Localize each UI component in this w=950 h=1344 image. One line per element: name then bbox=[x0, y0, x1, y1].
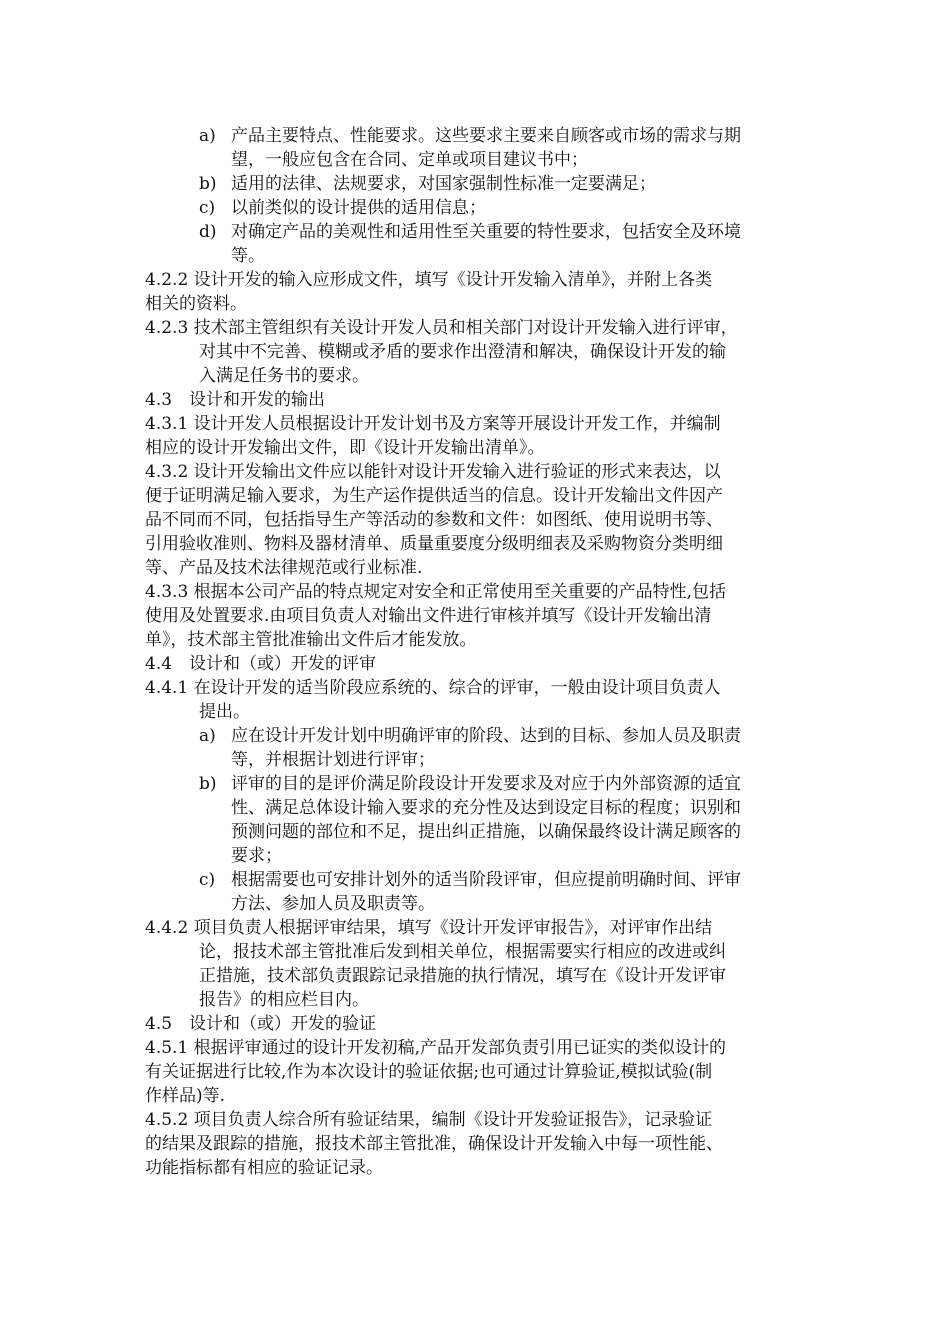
paragraph bbox=[145, 460, 813, 580]
text-line bbox=[145, 1060, 813, 1084]
list-item bbox=[145, 220, 813, 268]
text-line bbox=[145, 508, 813, 532]
text-line bbox=[145, 364, 813, 388]
text-line bbox=[145, 844, 813, 868]
line-text: 4.5 设计和（或）开发的验证 bbox=[145, 1014, 377, 1034]
text-line bbox=[145, 532, 813, 556]
line-text: 正措施，技术部负责跟踪记录措施的执行情况，填写在《设计开发评审 bbox=[199, 966, 726, 986]
line-text: 功能指标都有相应的验证记录。 bbox=[145, 1158, 383, 1178]
line-text: 4.5.2 项目负责人综合所有验证结果，编制《设计开发验证报告》，记录验证 bbox=[145, 1110, 713, 1130]
text-line bbox=[145, 892, 813, 916]
line-text: 4.3.3 根据本公司产品的特点规定对安全和正常使用至关重要的产品特性,包括 bbox=[145, 582, 727, 602]
line-text: 对确定产品的美观性和适用性至关重要的特性要求，包括安全及环境 bbox=[231, 222, 741, 242]
paragraph bbox=[145, 916, 813, 1012]
text-line bbox=[145, 340, 813, 364]
paragraph bbox=[145, 268, 813, 316]
document-body bbox=[145, 124, 813, 1180]
line-text: 预测问题的部位和不足，提出纠正措施，以确保最终设计满足顾客的 bbox=[231, 822, 741, 842]
list-item bbox=[145, 172, 813, 196]
line-text: 作样品)等. bbox=[145, 1086, 226, 1106]
line-text: 4.3 设计和开发的输出 bbox=[145, 390, 326, 410]
text-line bbox=[145, 988, 813, 1012]
text-line bbox=[145, 916, 813, 940]
text-line bbox=[145, 700, 813, 724]
text-line bbox=[145, 220, 813, 244]
list-marker: a) bbox=[199, 726, 216, 746]
text-line bbox=[145, 628, 813, 652]
line-text: 4.2.3 技术部主管组织有关设计开发人员和相关部门对设计开发输入进行评审， bbox=[145, 318, 738, 338]
line-text: 4.3.2 设计开发输出文件应以能针对设计开发输入进行验证的形式来表达，以 bbox=[145, 462, 721, 482]
list-marker: b) bbox=[199, 774, 217, 794]
text-line bbox=[145, 436, 813, 460]
line-text: 望，一般应包含在合同、定单或项目建议书中； bbox=[231, 150, 588, 170]
line-text: 使用及处置要求.由项目负责人对输出文件进行审核并填写《设计开发输出清 bbox=[145, 606, 712, 626]
line-text: 品不同而不同，包括指导生产等活动的参数和文件：如图纸、使用说明书等、 bbox=[145, 510, 723, 530]
text-line bbox=[145, 748, 813, 772]
paragraph bbox=[145, 1036, 813, 1108]
line-text: 便于证明满足输入要求，为生产运作提供适当的信息。设计开发输出文件因产 bbox=[145, 486, 723, 506]
paragraph bbox=[145, 412, 813, 460]
paragraph bbox=[145, 1108, 813, 1180]
paragraph bbox=[145, 652, 813, 676]
text-line bbox=[145, 868, 813, 892]
line-text: 4.3.1 设计开发人员根据设计开发计划书及方案等开展设计开发工作，并编制 bbox=[145, 414, 721, 434]
text-line bbox=[145, 268, 813, 292]
text-line bbox=[145, 796, 813, 820]
text-line bbox=[145, 1036, 813, 1060]
text-line bbox=[145, 1156, 813, 1180]
list-item bbox=[145, 124, 813, 172]
paragraph bbox=[145, 388, 813, 412]
line-text: 4.4 设计和（或）开发的评审 bbox=[145, 654, 377, 674]
line-text: 入满足任务书的要求。 bbox=[199, 366, 369, 386]
text-line bbox=[145, 652, 813, 676]
line-text: 4.4.2 项目负责人根据评审结果，填写《设计开发评审报告》，对评审作出结 bbox=[145, 918, 713, 938]
list-item bbox=[145, 724, 813, 772]
line-text: 等、产品及技术法律规范或行业标准. bbox=[145, 558, 423, 578]
text-line bbox=[145, 556, 813, 580]
text-line bbox=[145, 172, 813, 196]
paragraph bbox=[145, 580, 813, 652]
line-text: 单》，技术部主管批准输出文件后才能发放。 bbox=[145, 630, 477, 650]
line-text: 提出。 bbox=[199, 702, 250, 722]
list-marker: c) bbox=[199, 198, 216, 218]
text-line bbox=[145, 1108, 813, 1132]
line-text: 论，报技术部主管批准后发到相关单位，根据需要实行相应的改进或纠 bbox=[199, 942, 726, 962]
text-line bbox=[145, 148, 813, 172]
text-line bbox=[145, 196, 813, 220]
line-text: 4.4.1 在设计开发的适当阶段应系统的、综合的评审，一般由设计项目负责人 bbox=[145, 678, 721, 698]
text-line bbox=[145, 1132, 813, 1156]
line-text: 根据需要也可安排计划外的适当阶段评审，但应提前明确时间、评审 bbox=[231, 870, 741, 890]
text-line bbox=[145, 964, 813, 988]
text-line bbox=[145, 724, 813, 748]
line-text: 适用的法律、法规要求，对国家强制性标准一定要满足； bbox=[231, 174, 656, 194]
line-text: 方法、参加人员及职责等。 bbox=[231, 894, 435, 914]
line-text: 等。 bbox=[231, 246, 265, 266]
text-line bbox=[145, 292, 813, 316]
paragraph bbox=[145, 1012, 813, 1036]
paragraph bbox=[145, 316, 813, 388]
text-line bbox=[145, 484, 813, 508]
line-text: 要求； bbox=[231, 846, 282, 866]
list-item bbox=[145, 196, 813, 220]
text-line bbox=[145, 1084, 813, 1108]
text-line bbox=[145, 412, 813, 436]
text-line bbox=[145, 820, 813, 844]
text-line bbox=[145, 244, 813, 268]
line-text: 4.2.2 设计开发的输入应形成文件，填写《设计开发输入清单》，并附上各类 bbox=[145, 270, 713, 290]
line-text: 等，并根据计划进行评审； bbox=[231, 750, 435, 770]
list-marker: b) bbox=[199, 174, 217, 194]
line-text: 评审的目的是评价满足阶段设计开发要求及对应于内外部资源的适宜 bbox=[231, 774, 741, 794]
list-item bbox=[145, 772, 813, 868]
list-item bbox=[145, 868, 813, 916]
list-marker: c) bbox=[199, 870, 216, 890]
text-line bbox=[145, 316, 813, 340]
line-text: 相关的资料。 bbox=[145, 294, 247, 314]
text-line bbox=[145, 940, 813, 964]
text-line bbox=[145, 1012, 813, 1036]
list-marker: d) bbox=[199, 222, 217, 242]
line-text: 对其中不完善、模糊或矛盾的要求作出澄清和解决，确保设计开发的输 bbox=[199, 342, 726, 362]
line-text: 4.5.1 根据评审通过的设计开发初稿,产品开发部负责引用已证实的类似设计的 bbox=[145, 1038, 727, 1058]
line-text: 产品主要特点、性能要求。这些要求主要来自顾客或市场的需求与期 bbox=[231, 126, 741, 146]
paragraph bbox=[145, 676, 813, 724]
text-line bbox=[145, 580, 813, 604]
text-line bbox=[145, 772, 813, 796]
line-text: 应在设计开发计划中明确评审的阶段、达到的目标、参加人员及职责 bbox=[231, 726, 741, 746]
line-text: 有关证据进行比较,作为本次设计的验证依据;也可通过计算验证,模拟试验(制 bbox=[145, 1062, 713, 1082]
line-text: 报告》的相应栏目内。 bbox=[199, 990, 369, 1010]
text-line bbox=[145, 676, 813, 700]
text-line bbox=[145, 124, 813, 148]
text-line bbox=[145, 460, 813, 484]
text-line bbox=[145, 388, 813, 412]
line-text: 引用验收准则、物料及器材清单、质量重要度分级明细表及采购物资分类明细 bbox=[145, 534, 723, 554]
text-line bbox=[145, 604, 813, 628]
list-marker: a) bbox=[199, 126, 216, 146]
line-text: 性、满足总体设计输入要求的充分性及达到设定目标的程度；识别和 bbox=[231, 798, 741, 818]
line-text: 相应的设计开发输出文件，即《设计开发输出清单》。 bbox=[145, 438, 545, 458]
line-text: 以前类似的设计提供的适用信息； bbox=[231, 198, 486, 218]
line-text: 的结果及跟踪的措施，报技术部主管批准，确保设计开发输入中每一项性能、 bbox=[145, 1134, 723, 1154]
